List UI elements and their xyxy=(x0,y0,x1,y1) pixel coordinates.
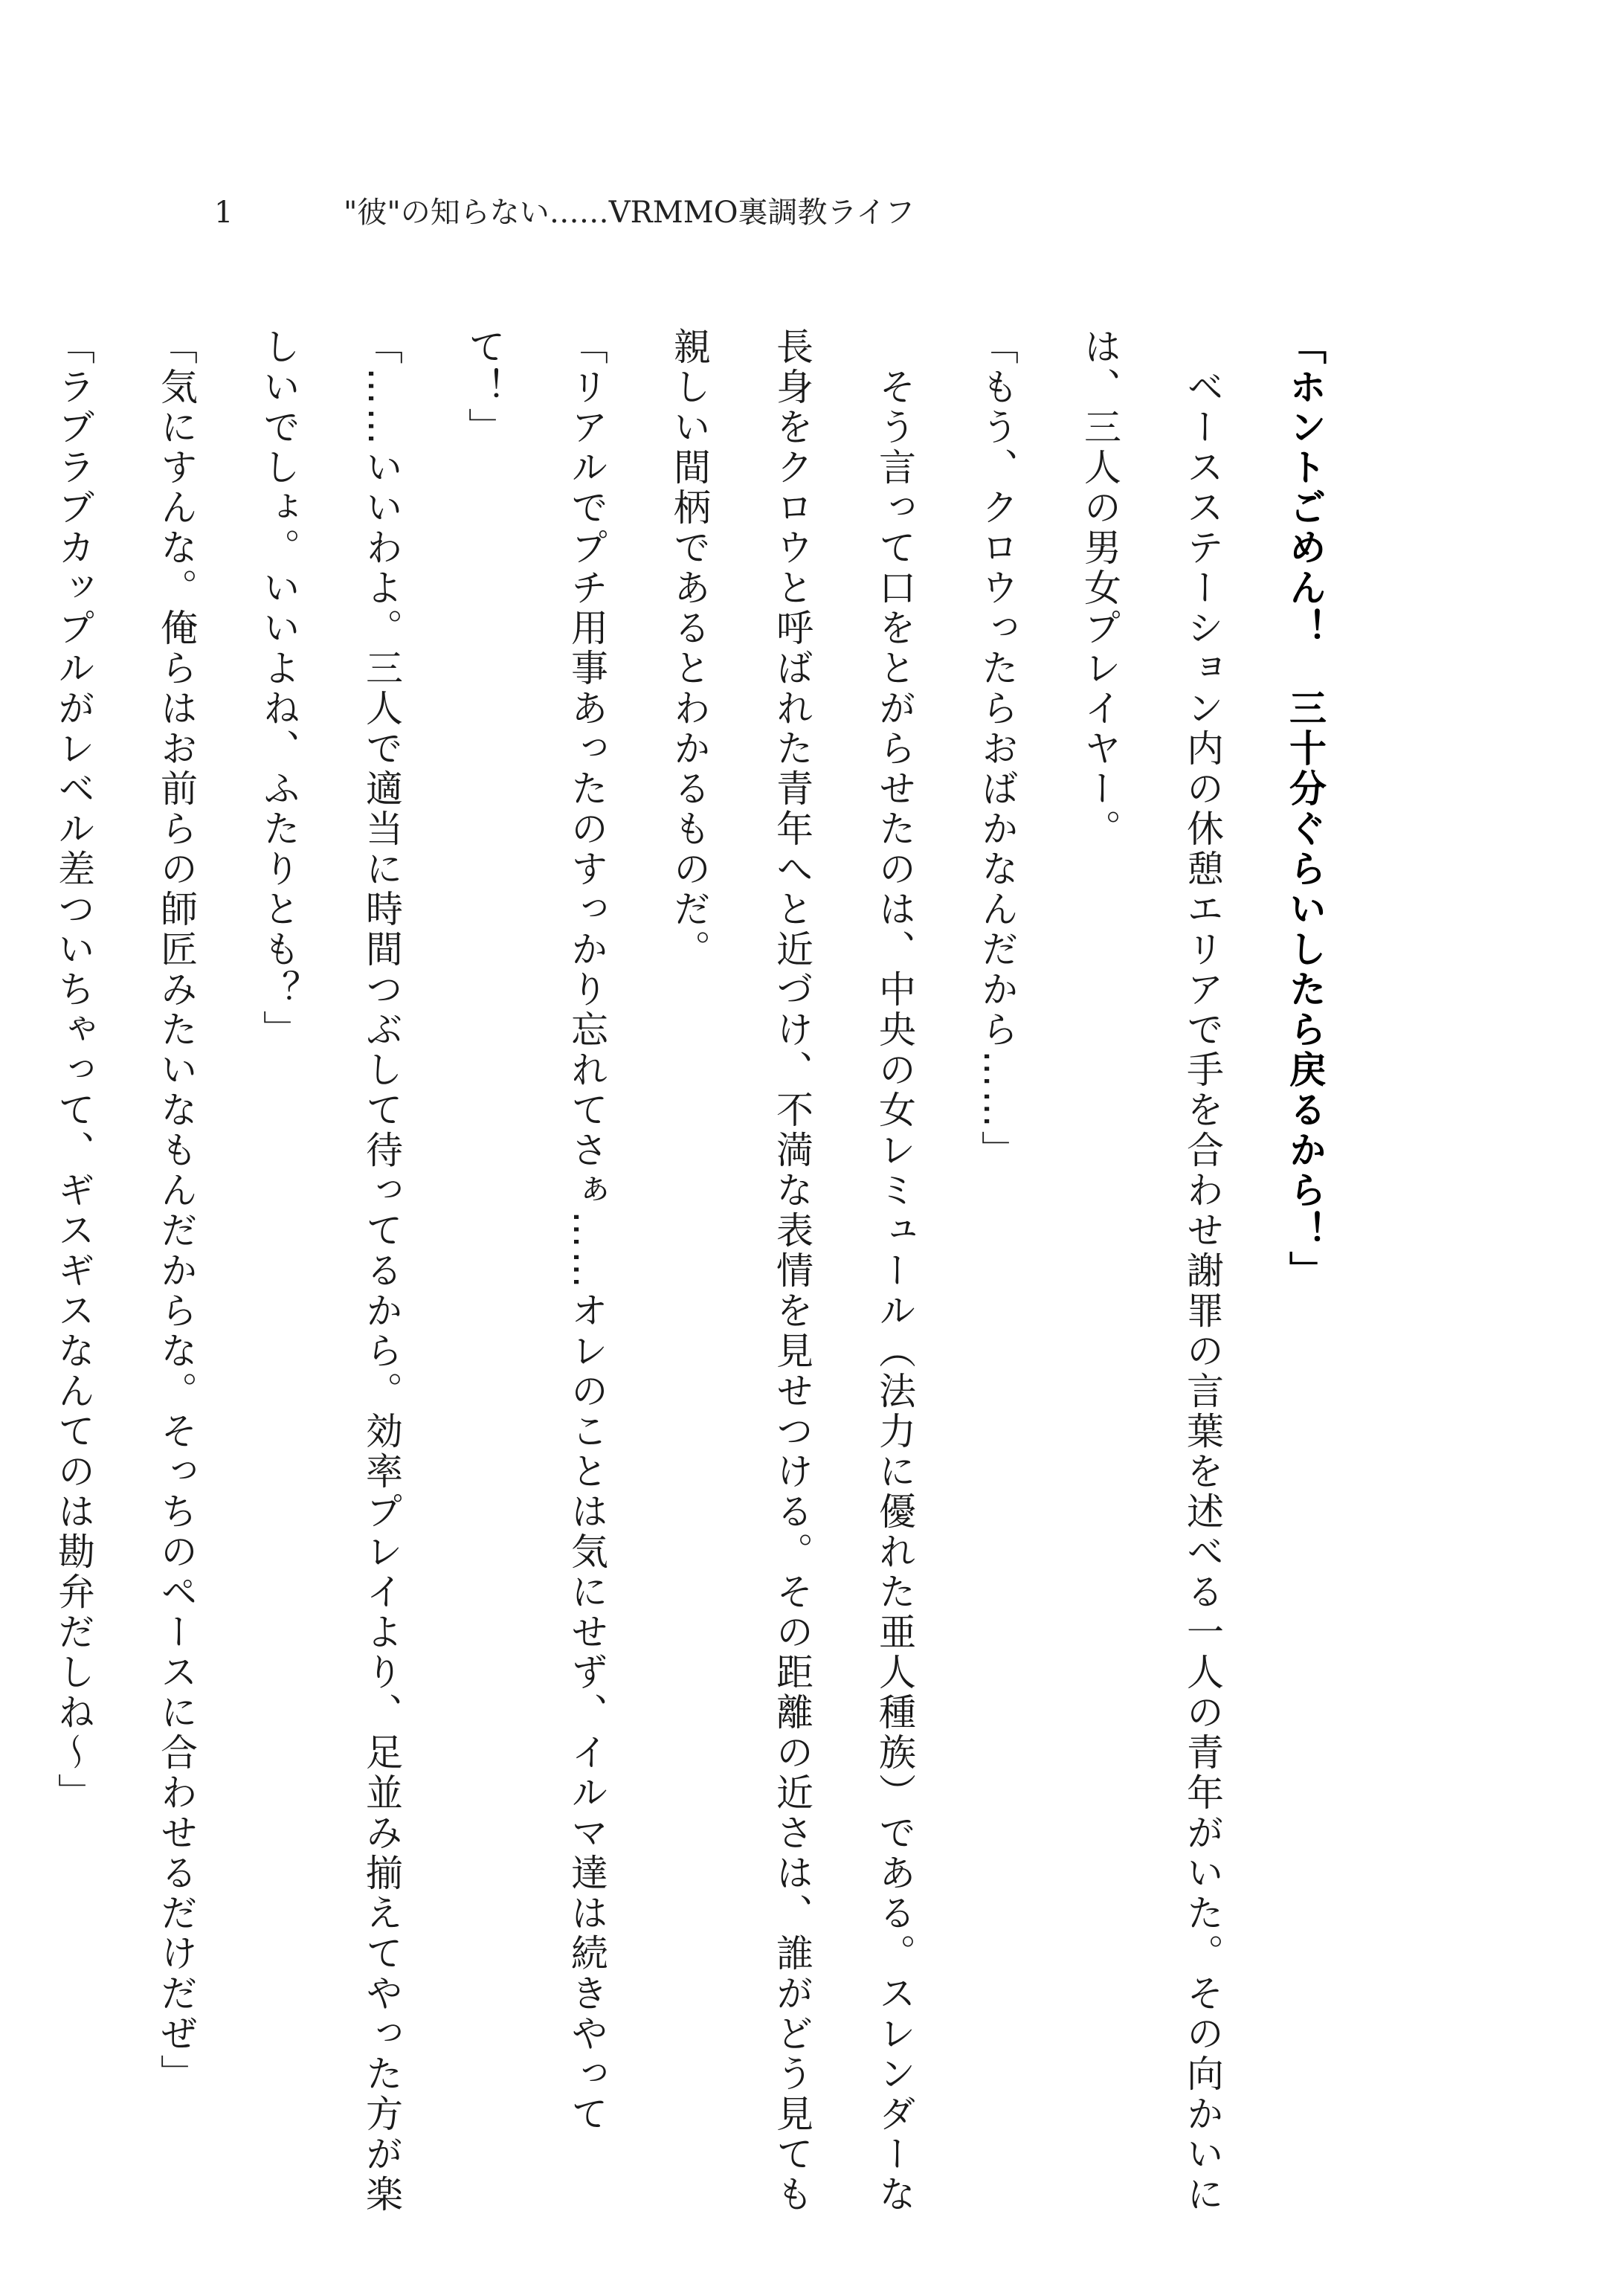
text-line-13: 「ラブラブカップルがレベル差ついちゃって、ギスギスなんてのは勘弁だしね～」 xyxy=(52,327,95,1813)
text-line-3: は、三人の男女プレイヤー。 xyxy=(1078,327,1121,849)
running-title: "彼"の知らない……VRMMO裏調教ライフ xyxy=(344,196,915,230)
text-line-9: て！」 xyxy=(463,327,506,448)
text-line-6: 長身をクロウと呼ばれた青年へと近づけ、不満な表情を見せつける。その距離の近さは、誰がどう見ても xyxy=(770,327,813,2215)
text-line-5: そう言って口をとがらせたのは、中央の女レミュール（法力に優れた亜人種族）である。スレンダーな xyxy=(873,327,916,2215)
text-line-1: 「ホントごめん！ 三十分ぐらいしたら戻るから！」 xyxy=(1283,327,1327,1291)
page-number: 1 xyxy=(214,196,233,230)
text-line-7: 親しい間柄であるとわかるものだ。 xyxy=(668,327,711,970)
text-line-4: 「もう、クロウったらおばかなんだから……」 xyxy=(976,327,1019,1171)
text-line-8: 「リアルでプチ用事あったのすっかり忘れてさぁ……オレのことは気にせず、イルマ達は続きやって xyxy=(565,327,608,2134)
text-line-2: ベースステーション内の休憩エリアで手を合わせ謝罪の言葉を述べる一人の青年がいた。その向かいに xyxy=(1181,327,1224,2215)
text-line-10: 「……いいわよ。三人で適当に時間つぶして待ってるから。効率プレイより、足並み揃えてやった方が楽 xyxy=(360,327,403,2215)
text-line-11: しいでしょ。いいよね、ふたりとも？」 xyxy=(257,327,300,1050)
text-line-12: 「気にすんな。俺らはお前らの師匠みたいなもんだからな。そっちのペースに合わせるだけだぜ」 xyxy=(155,327,198,2094)
vertical-text-body xyxy=(52,327,1356,2231)
